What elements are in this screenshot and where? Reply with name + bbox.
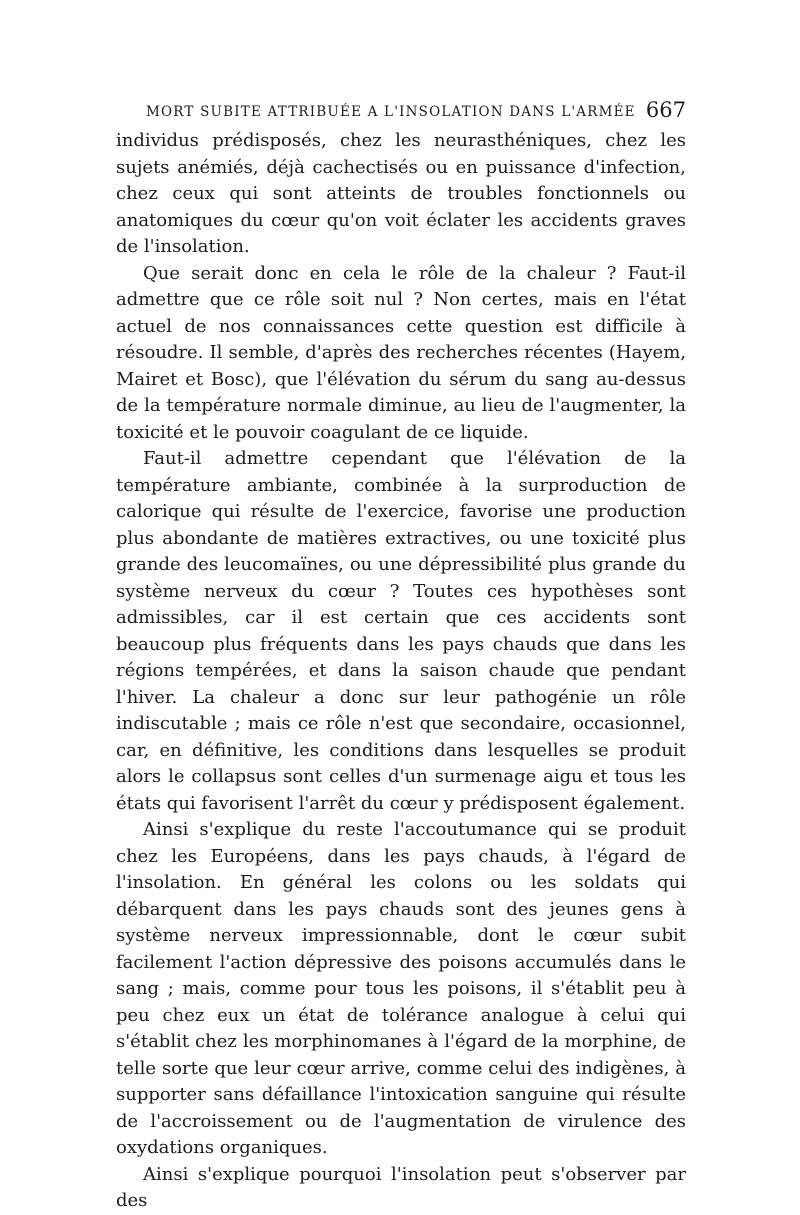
paragraph-continued: individus prédisposés, chez les neurasthéniques, chez les sujets anémiés, déjà cachectisés ou en puissance d'infection, chez ceux qui sont atteints de troubles fonctionnels ou anatomiques du cœur qu'on voit éclater les accidents graves de l'insolation. [116,130,686,257]
paragraph-accoutumance: Ainsi s'explique du reste l'accoutumance qui se produit chez les Européens, dans les pays chauds, à l'égard de l'insolation. En général les colons ou les soldats qui débarquent dans les pays chauds sont des jeunes gens à système nerveux impressionnable, dont le cœur subit facilement l'action dépressive des poisons accumulés dans le sang ; mais, comme pour tous les poisons, il s'établit peu à peu chez eux un état de tolérance analogue à celui qui s'établit chez les morphinomanes à l'égard de la morphine, de telle sorte que leur cœur arrive, comme celui des indigènes, à supporter sans défaillance l'intoxication sanguine qui résulte de l'accroissement ou de l'augmentation de virulence des oxydations organiques. [116,819,686,1158]
running-head [116,98,686,128]
paragraph-hypotheses: Faut-il admettre cependant que l'élévation de la température ambiante, combinée à la surproduction de calorique qui résulte de l'exercice, favorise une production plus abondante de matières extractives, ou une toxicité plus grande des leucomaïnes, ou une dépressibilité plus grande du système nerveux du cœur ? Toutes ces hypothèses sont admissibles, car il est certain que ces accidents sont beaucoup plus fréquents dans les pays chauds que dans les régions tempérées, et dans la saison chaude que pendant l'hiver. La chaleur a donc sur leur pathogénie un rôle indiscutable ; mais ce rôle n'est que secondaire, occasionnel, car, en définitive, les conditions dans lesquelles se produit alors le collapsus sont celles d'un surmenage aigu et tous les états qui favorisent l'arrêt du cœur y prédisposent également. [116,448,686,814]
paragraph-role-de-la-chaleur: Que serait donc en cela le rôle de la chaleur ? Faut-il admettre que ce rôle soit nul ? Non certes, mais en l'état actuel de nos connaissances cette question est difficile à résoudre. Il semble, d'après des recherches récentes (Hayem, Mairet et Bosc), que l'élévation du sérum du sang au-dessus de la température normale diminue, au lieu de l'augmenter, la toxicité et le pouvoir coagulant de ce liquide. [116,262,686,443]
paragraph-final-line: Ainsi s'explique pourquoi l'insolation peut s'observer par des [116,1163,686,1211]
body-text [116,128,686,1215]
page-number: 667 [645,98,686,122]
running-title: MORT SUBITE ATTRIBUÉE A L'INSOLATION DANS L'ARMÉE [146,104,636,120]
